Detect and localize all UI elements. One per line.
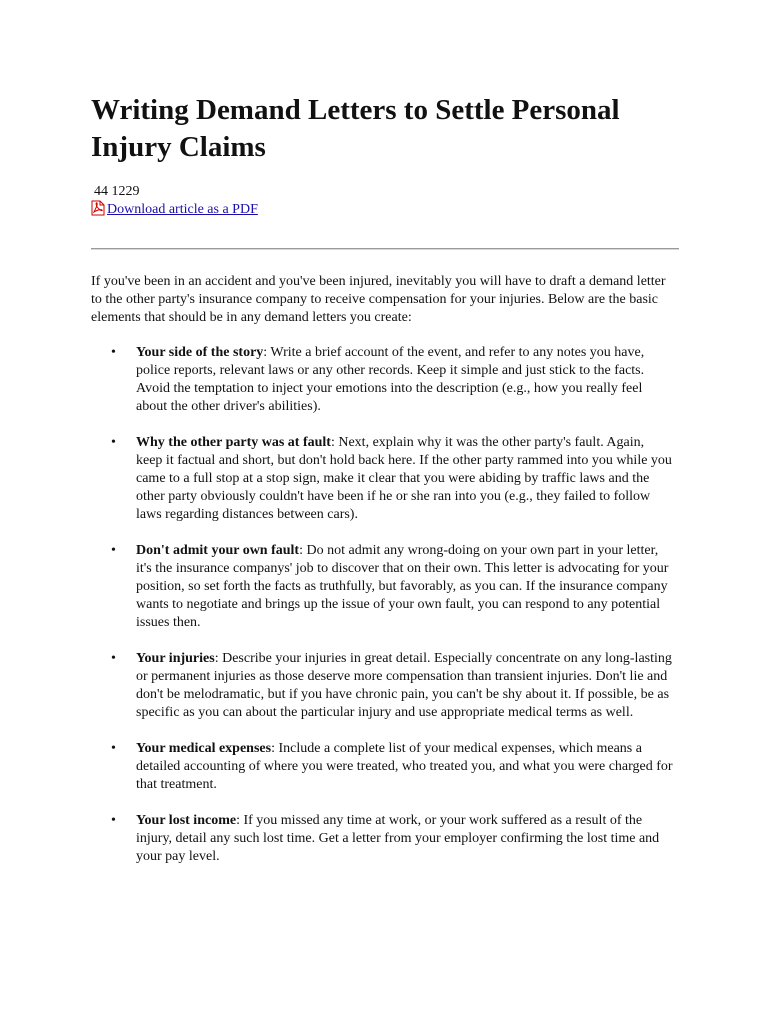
list-item-text: : Write a brief account of the event, and refer to any notes you have, police reports, relevant laws or any other records. Keep it simple and just stick to the facts. Avoid the temptation to inject your emotions into the description (e.g., how you really feel about the other driver's abilities). <box>136 345 645 414</box>
list-item-heading: Why the other party was at fault <box>136 435 331 450</box>
article-intro: If you've been in an accident and you've been injured, inevitably you will have to draft a demand letter to the other party's insurance company to receive compensation for your injuries. Below are the basic elements that should be in any demand letters you create: <box>91 274 666 325</box>
list-item <box>108 542 674 632</box>
list-item-heading: Don't admit your own fault <box>136 543 300 558</box>
list-item-text: : Do not admit any wrong-doing on your own part in your letter, it's the insurance companys' job to discover that on their own. This letter is advocating for your position, so set forth the facts as truthfully, but favorably, as you can. If the insurance company wants to negotiate and brings up the issue of your own fault, you can respond to any potential issues then. <box>136 543 669 630</box>
pdf-file-icon[interactable] <box>91 200 105 216</box>
pdf-download-row <box>91 201 258 219</box>
list-item-text: : Describe your injuries in great detail. Especially concentrate on any long-lasting or permanent injuries as those deserve more compensation than transient injuries. Don't lie and don't be melodramatic, but if you have chronic pain, you can't be shy about it. If possible, be as specific as you can about the particular injury and use appropriate medical terms as well. <box>136 651 672 720</box>
bullet-icon: • <box>111 741 116 756</box>
article-meta-numbers: 44 1229 <box>94 184 140 199</box>
list-item <box>108 812 674 866</box>
list-item-text: : Next, explain why it was the other party's fault. Again, keep it factual and short, but don't hold back here. If the other party rammed into you while you came to a full stop at a stop sign, make it clear that you were abiding by traffic laws and the other party obviously couldn't have been if he or she ran into you (e.g., they failed to follow laws regarding distances between cars). <box>136 435 672 522</box>
bullet-icon: • <box>111 435 116 450</box>
bullet-icon: • <box>111 543 116 558</box>
horizontal-divider <box>91 248 679 250</box>
bullet-icon: • <box>111 813 116 828</box>
list-item <box>108 434 674 524</box>
list-item-heading: Your injuries <box>136 651 215 666</box>
list-item-heading: Your lost income <box>136 813 237 828</box>
download-pdf-link[interactable]: Download article as a PDF <box>107 202 258 217</box>
list-item <box>108 344 674 416</box>
list-item-heading: Your medical expenses <box>136 741 272 756</box>
bullet-icon: • <box>111 345 116 360</box>
list-item-text: : If you missed any time at work, or your work suffered as a result of the injury, detail any such lost time. Get a letter from your employer confirming the lost time and your pay level. <box>136 813 660 864</box>
list-item <box>108 650 674 722</box>
demand-letter-elements-list <box>108 344 674 884</box>
list-item-text: : Include a complete list of your medical expenses, which means a detailed accounting of where you were treated, who treated you, and what you were charged for that treatment. <box>136 741 673 792</box>
article-title: Writing Demand Letters to Settle Personal Injury Claims <box>91 94 620 163</box>
bullet-icon: • <box>111 651 116 666</box>
list-item-heading: Your side of the story <box>136 345 264 360</box>
list-item <box>108 740 674 794</box>
